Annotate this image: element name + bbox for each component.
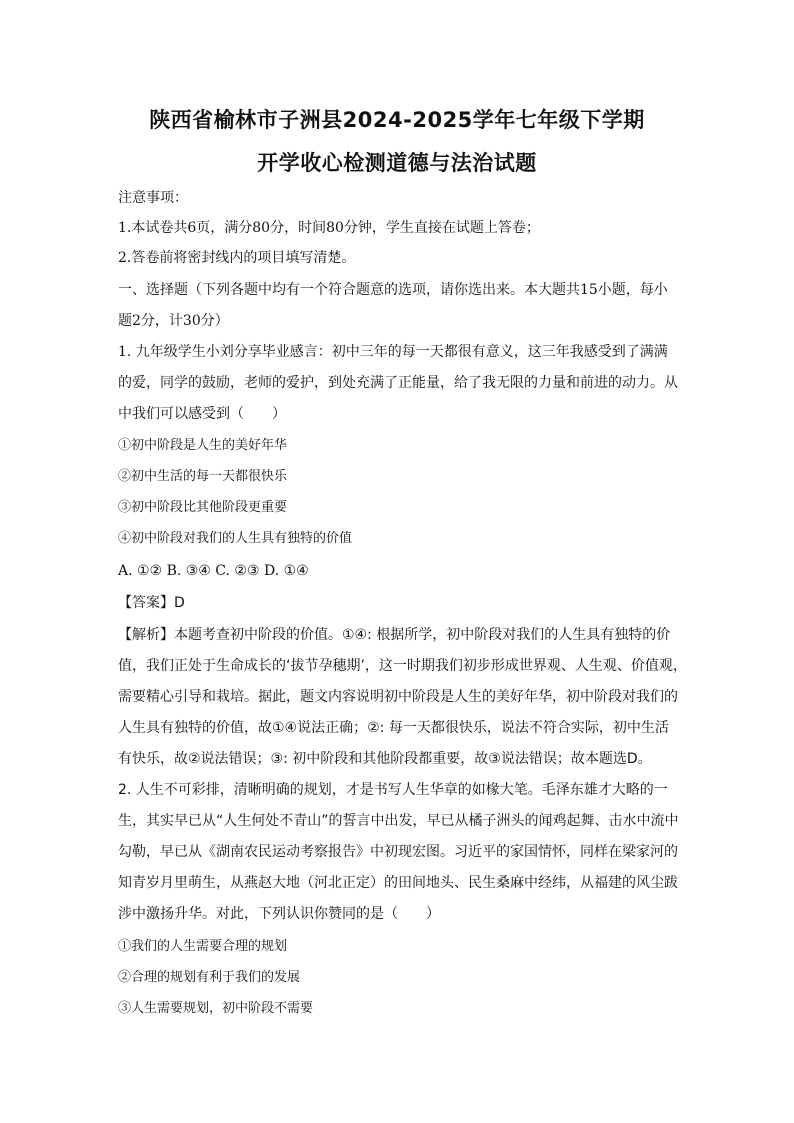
q1-option-3: ③初中阶段比其他阶段更重要 — [118, 500, 288, 515]
q1-analysis-line1: 【解析】本题考查初中阶段的价值。①④: 根据所学，初中阶段对我们的人生具有独特的价 — [118, 627, 671, 643]
q1-stem-line3: 中我们可以感受到（ ） — [118, 406, 286, 422]
section-heading-line1: 一、选择题（下列各题中均有一个符合题意的选项，请你选出来。本大题共15小题，每小 — [118, 282, 668, 298]
q2-stem-line5: 涉中激扬升华。对此，下列认识你赞同的是（ ） — [118, 906, 440, 922]
q2-option-2: ②合理的规划有利于我们的发展 — [118, 970, 301, 985]
q1-analysis-line3: 需要精心引导和栽培。据此，题文内容说明初中阶段是人生的美好年华，初中阶段对我们的 — [118, 689, 678, 705]
q1-option-1: ①初中阶段是人生的美好年华 — [118, 438, 288, 453]
notice-heading: 注意事项： — [118, 190, 188, 206]
q1-analysis-line2: 值，我们正处于生命成长的‘拔节孕穗期’，这一时期我们初步形成世界观、人生观、价值观， — [118, 658, 687, 674]
q1-answer: 【答案】D — [118, 595, 185, 611]
document-title-line1: 陕西省榆林市子洲县2024-2025学年七年级下学期 — [149, 108, 645, 132]
q1-choices: A. ①② B. ③④ C. ②③ D. ①④ — [118, 563, 309, 579]
q1-stem-line2: 的爱，同学的鼓励，老师的爱护，到处充满了正能量，给了我无限的力量和前进的动力。从 — [118, 375, 678, 391]
q2-option-1: ①我们的人生需要合理的规划 — [118, 939, 288, 954]
q1-stem-line1: 1. 九年级学生小刘分享毕业感言：初中三年的每一天都很有意义，这三年我感受到了满满 — [118, 344, 668, 360]
q1-option-2: ②初中生活的每一天都很快乐 — [118, 469, 288, 484]
q2-stem-line2: 生，其实早已从“人生何处不青山”的誓言中出发，早已从橘子洲头的闻鸡起舞、击水中流中 — [118, 813, 679, 829]
q2-stem-line1: 2. 人生不可彩排，清晰明确的规划，才是书写人生华章的如椽大笔。毛泽东雄才大略的一 — [118, 782, 668, 798]
q2-option-3: ③人生需要规划，初中阶段不需要 — [118, 1001, 314, 1016]
q2-stem-line4: 知青岁月里萌生，从燕赵大地（河北正定）的田间地头、民生桑麻中经纬，从福建的风尘跋 — [118, 875, 678, 891]
notice-item-1: 1.本试卷共6页，满分80分，时间80分钟，学生直接在试题上答卷； — [118, 220, 540, 236]
q2-stem-line3: 勾勒，早已从《湖南农民运动考察报告》中初现宏图。习近平的家国情怀，同样在梁家河的 — [118, 844, 678, 860]
section-heading-line2: 题2分，计30分） — [118, 313, 229, 329]
document-title-line2: 开学收心检测道德与法治试题 — [257, 151, 537, 175]
q1-analysis-line4: 人生具有独特的价值，故①④说法正确；②: 每一天都很快乐，说法不符合实际，初中生活 — [118, 720, 669, 736]
notice-item-2: 2.答卷前将密封线内的项目填写清楚。 — [118, 250, 356, 266]
q1-option-4: ④初中阶段对我们的人生具有独特的价值 — [118, 531, 353, 546]
q1-analysis-line5: 有快乐，故②说法错误；③: 初中阶段和其他阶段都重要，故③说法错误；故本题选D。 — [118, 751, 652, 767]
